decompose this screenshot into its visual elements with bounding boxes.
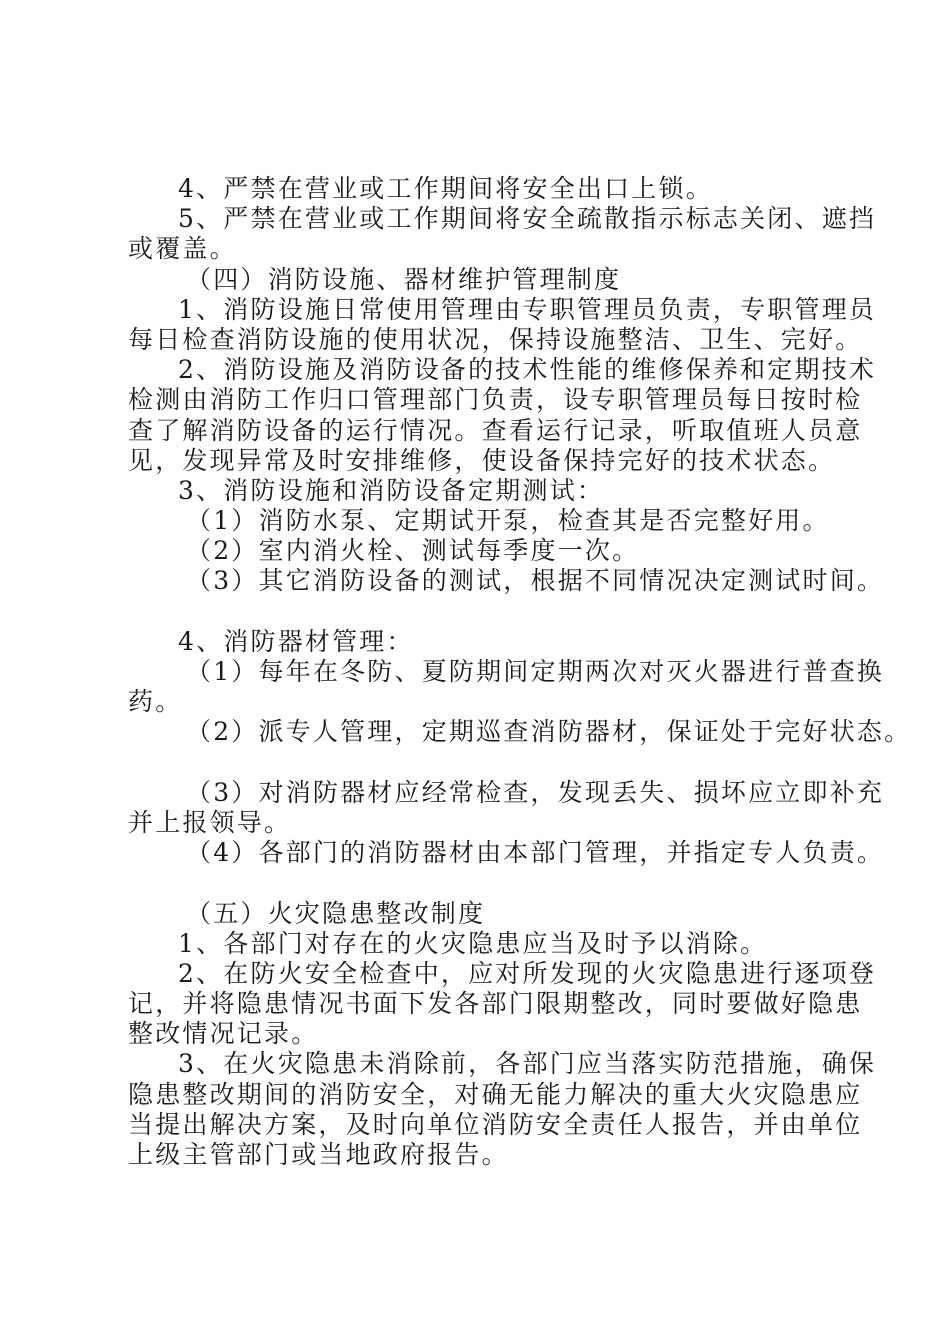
list-item: （3）对消防器材应经常检查，发现丢失、损坏应立即补充 <box>186 777 885 807</box>
blank-line <box>128 868 840 898</box>
paragraph-line: 整改情况记录。 <box>128 1019 319 1049</box>
paragraph-line: 当提出解决方案，及时向单位消防安全责任人报告，并由单位 <box>128 1109 863 1139</box>
paragraph-line: 1、消防设施日常使用管理由专职管理员负责，专职管理员 <box>178 294 877 324</box>
paragraph-line: 药。 <box>128 687 183 717</box>
document-body <box>128 174 912 1170</box>
blank-line <box>128 597 840 627</box>
paragraph-line: 3、消防设施和消防设备定期测试： <box>178 475 605 505</box>
paragraph-line: 并上报领导。 <box>128 807 292 837</box>
paragraph-line: 隐患整改期间的消防安全，对确无能力解决的重大火灾隐患应 <box>128 1079 863 1109</box>
paragraph-line: 记，并将隐患情况书面下发各部门限期整改，同时要做好隐患 <box>128 989 863 1019</box>
list-item: （1）每年在冬防、夏防期间定期两次对灭火器进行普查换 <box>186 657 885 686</box>
paragraph-line: 查了解消防设备的运行情况。查看运行记录，听取值班人员意 <box>128 415 863 445</box>
paragraph-line: 每日检查消防设施的使用状况，保持设施整洁、卫生、完好。 <box>128 324 863 354</box>
paragraph-line: 4、严禁在营业或工作期间将安全出口上锁。 <box>178 174 713 203</box>
paragraph-line: 1、各部门对存在的火灾隐患应当及时予以消除。 <box>178 928 768 958</box>
list-item: （1）消防水泵、定期试开泵，检查其是否完整好用。 <box>186 506 830 536</box>
list-item: （4）各部门的消防器材由本部门管理，并指定专人负责。 <box>186 838 885 868</box>
paragraph-line: 2、消防设施及消防设备的技术性能的维修保养和定期技术 <box>178 355 877 385</box>
paragraph-line: 检测由消防工作归口管理部门负责，设专职管理员每日按时检 <box>128 385 863 415</box>
paragraph-line: 或覆盖。 <box>128 234 237 264</box>
paragraph-line: 2、在防火安全检查中，应对所发现的火灾隐患进行逐项登 <box>178 958 877 988</box>
list-item: （2）派专人管理，定期巡查消防器材，保证处于完好状态。 <box>186 717 912 747</box>
section-heading: （五）火灾隐患整改制度 <box>186 898 486 928</box>
paragraph-line: 5、严禁在营业或工作期间将安全疏散指示标志关闭、遮挡 <box>178 204 877 234</box>
paragraph-line: 4、消防器材管理： <box>178 626 414 656</box>
paragraph-line: 上级主管部门或当地政府报告。 <box>128 1140 509 1169</box>
blank-line <box>128 748 840 778</box>
list-item: （3）其它消防设备的测试，根据不同情况决定测试时间。 <box>186 566 885 596</box>
list-item: （2）室内消火栓、测试每季度一次。 <box>186 536 640 566</box>
section-heading: （四）消防设施、器材维护管理制度 <box>186 264 622 294</box>
paragraph-line: 见，发现异常及时安排维修，使设备保持完好的技术状态。 <box>128 445 836 475</box>
paragraph-line: 3、在火灾隐患未消除前，各部门应当落实防范措施，确保 <box>178 1049 877 1079</box>
